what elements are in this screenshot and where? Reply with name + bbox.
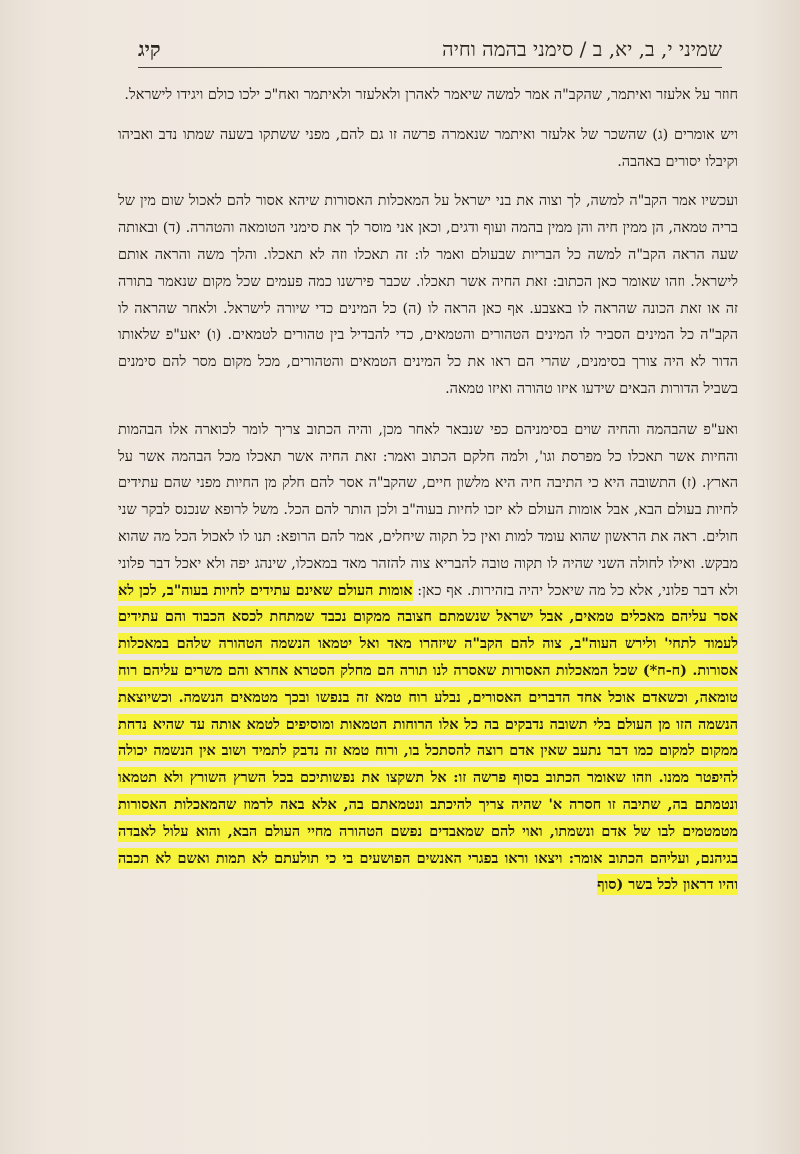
paragraph-1: חוזר על אלעזר ואיתמר, שהקב"ה אמר למשה שיאמר לאהרן ולאלעזר ולאיתמר ואח"כ ילכו כולם ויגידו לישראל. [124,87,738,103]
paragraph-3: ועכשיו אמר הקב"ה למשה, לך וצוה את בני ישראל על המאכלות האסורות שיהא אסור להם לאכול שום מין של בריה טמאה, הן ממין חיה והן ממין בהמה ועוף ודגים, וכאן אני מוסר לך את סימני הטומאה והטהרה. (ד) ובאותה שעה הראה הקב"ה למשה כל הבריות שבעולם ואמר לו: זה תאכלו וזה לא תאכלו. והלך משה והראה אותם לישראל. וזהו שאומר כאן הכתוב: זאת החיה אשר תאכלו. שכבר פירשנו כמה פעמים שכל מקום שנאמר בתורה זה או זאת הכונה שהראה לו באצבע. אף כאן הראה לו (ה) כל המינים כדי שיורה לישראל. ולאחר שהראה לו הקב"ה כל המינים הסביר לו המינים הטהורים והטמאים, כדי להבדיל בין טהורים לטמאים. (ו) יאע"פ שלאותו הדור לא היה צורך בסימנים, שהרי הם ראו את כל המינים הטמאים והטהורים, מכל מקום מסר להם סימנים בשביל הדורות הבאים שידעו איזו טהורה ואיזו טמאה. [118,193,738,397]
page-body [118,82,738,912]
paragraph-4-intro: ואע"פ שהבהמה והחיה שוים בסימניהם כפי שנבאר לאחר מכן, והיה הכתוב צריך לומר לכוארה אלו הבהמות והחיות אשר תאכלו כל מפרסת וגו', ולמה חלקם הכתוב ואמר: זאת החיה אשר תאכלו מכל הבהמה אשר על הארץ. (ז) התשובה היא כי התיבה חיה היא מלשון חיים, שהקב"ה אסר להם חלק מן החיות מפני שהם עתידים לחיות בעולם הבא, אבל אומות העולם לא יזכו לחיות בעוה"ב ולכן הותר להם הכל. משל לרופא שנכנס לבקר שני חולים. ראה את הראשון שהוא עומד למות ואין כל תקוה שיחלים, אמר להם הרופא: תנו לו לאכול הכל מה שהוא מבקש. ואילו לחולה השני שהיה לו תקוה טובה להבריא צוה להזהר מאד במאכלו, שינהג יפה ולא יאכל דבר פלוני ולא דבר פלוני, אלא כל מה שיאכל יהיה בזהירות. אף כאן: [118,421,739,599]
running-title: שמיני י, ב, יא, ב / סימני בהמה וחיה [442,37,722,61]
page-header [138,37,722,68]
page-number: קיג [138,37,161,61]
highlighted-passage: אומות העולם שאינם עתידים לחיות בעוה"ב, לכן לא אסר עליהם מאכלים טמאים, אבל ישראל שנשמתם חצובה ממקום נכבד שמתחת לכסא הכבוד והם עתידים לעמוד לתחי' ולירש העוה"ב, צוה להם הקב"ה שיזהרו מאד ואל יטמאו הנשמה הטהורה שלהם במאכלות אסורות. (ח-ח*) שכל המאכלות האסורות שאסרה לנו תורה הם מחלק הסטרא אחרא והם משרים עליהם רוח טומאה, וכשאדם אוכל אחד הדברים האסורים, נבלע רוח טמא זה בנפשו ובכך מטמאים הנשמה. וכשיוצאת הנשמה הזו מן העולם בלי תשובה נדבקים בה כל אלו הרוחות הטמאות ומוסיפים לטמא אותה עד שהיא נדחת ממקום למקום כמו דבר נתעב שאין אדם רוצה להסתכל בו, ורוח טמא זה נדבק לתמיד ושוב אין הנשמה יכולה להיפטר ממנו. וזהו שאומר הכתוב בסוף פרשה זו: אל תשקצו את נפשותיכם בכל השרץ השורץ ולא תטמאו ונטמתם בה, שתיבה זו חסרה א' שהיה צריך להיכתב ונטמאתם בה, אלא באה לרמוז שהמאכלות האסורות מטמטמים לבו של אדם ונשמתו, ואוי להם שמאבדים נפשם הטהורה מחיי העולם הבא, והוא עלול לאבדה בגיהנם, ועליהם הכתוב אומר: ויצאו וראו בפגרי האנשים הפושעים בי כי תולעתם לא תמות ואשם לא תכבה והיו דראון לכל בשר (סוף [118,581,738,894]
paragraph-4 [118,417,738,899]
paragraph-2: ויש אומרים (ג) שהשכר של אלעזר ואיתמר שנאמרה פרשה זו גם להם, מפני ששתקו בשעה שמתו נדב ואביהו וקיבלו יסורים באהבה. [118,126,738,170]
